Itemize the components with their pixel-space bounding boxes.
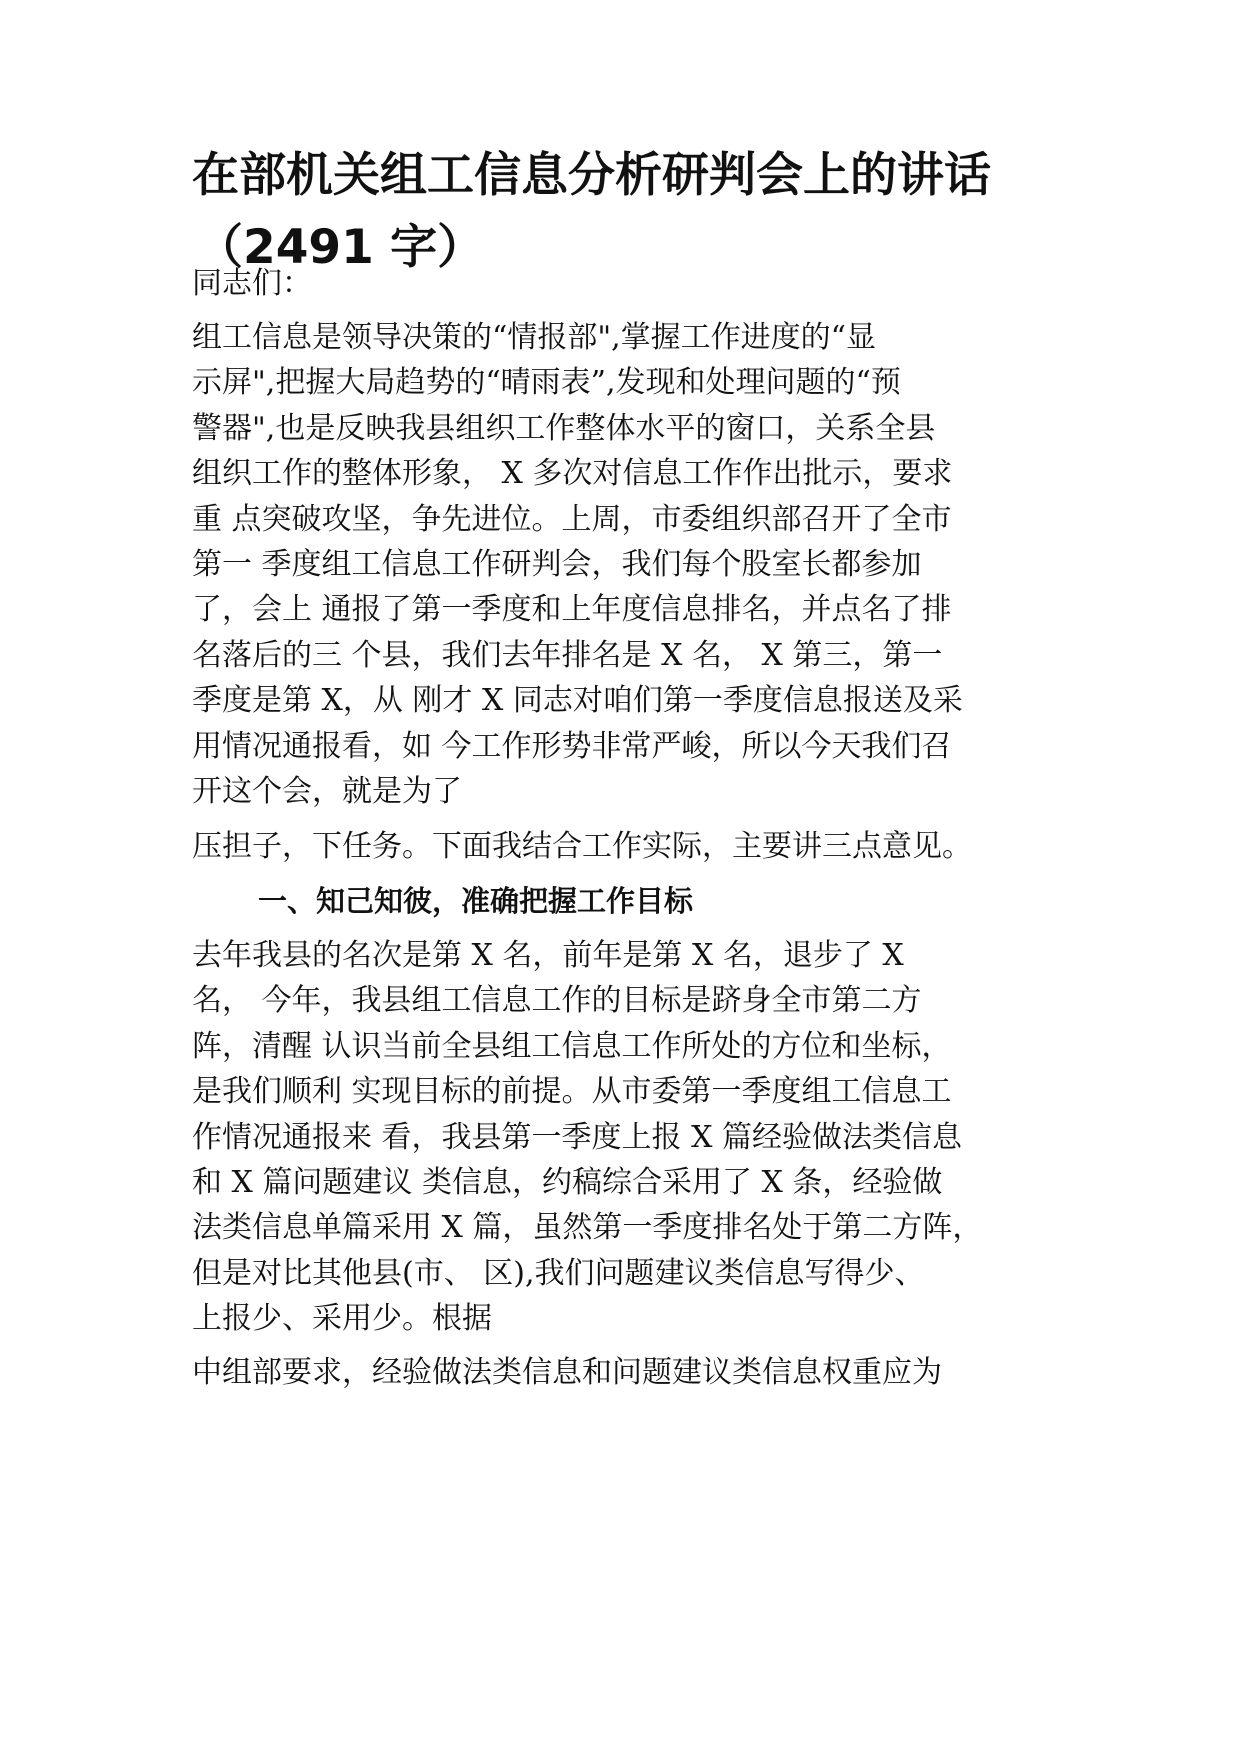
- paragraph-line: 是我们顺利 实现目标的前提。从市委第一季度组工信息工: [192, 1074, 952, 1109]
- document-title-line-1: 在部机关组工信息分析研判会上的讲话: [192, 148, 991, 203]
- paragraph-line: 名， 今年，我县组工信息工作的目标是跻身全市第二方: [192, 983, 922, 1018]
- paragraph-line: 示屏",把握大局趋势的“晴雨表”,发现和处理问题的“预: [192, 365, 901, 400]
- paragraph-line: 名落后的三 个县，我们去年排名是 X 名， X 第三，第一: [192, 638, 943, 673]
- paragraph-line: 了，会上 通报了第一季度和上年度信息排名，并点名了排: [192, 592, 952, 627]
- paragraph-line: 重 点突破攻坚，争先进位。上周，市委组织部召开了全市: [192, 502, 952, 537]
- paragraph-line: 组织工作的整体形象， X 多次对信息工作作出批示，要求: [192, 456, 953, 491]
- paragraph-line: 警器",也是反映我县组织工作整体水平的窗口，关系全县: [192, 411, 936, 446]
- document-title-line-2: （2491 字）: [196, 220, 485, 275]
- paragraph-line: 季度是第 X，从 刚才 X 同志对咱们第一季度信息报送及采: [192, 683, 963, 718]
- paragraph-line: 但是对比其他县(市、 区),我们问题建议类信息写得少、: [192, 1256, 925, 1291]
- paragraph-line: 组工信息是领导决策的“情报部",掌握工作进度的“显: [192, 320, 877, 355]
- paragraph-line: 开这个会，就是为了: [192, 774, 462, 809]
- paragraph-line: 法类信息单篇采用 X 篇，虽然第一季度排名处于第二方阵，: [192, 1210, 983, 1245]
- paragraph-line: 用情况通报看，如 今工作形势非常严峻，所以今天我们召: [192, 729, 952, 764]
- paragraph-line: 阵，清醒 认识当前全县组工信息工作所处的方位和坐标，: [192, 1029, 952, 1064]
- paragraph-line: 去年我县的名次是第 X 名，前年是第 X 名，退步了 X: [192, 938, 904, 973]
- paragraph-line: 中组部要求，经验做法类信息和问题建议类信息权重应为: [192, 1355, 942, 1390]
- salutation: 同志们：: [192, 266, 312, 301]
- paragraph-line: 上报少、采用少。根据: [192, 1301, 492, 1336]
- paragraph-line: 第一 季度组工信息工作研判会，我们每个股室长都参加: [192, 547, 922, 582]
- paragraph-line: 和 X 篇问题建议 类信息，约稿综合采用了 X 条，经验做: [192, 1165, 943, 1200]
- paragraph-line: 作情况通报来 看，我县第一季度上报 X 篇经验做法类信息: [192, 1120, 962, 1155]
- section-heading-1: 一、知己知彼，准确把握工作目标: [258, 884, 694, 918]
- paragraph-line: 压担子，下任务。下面我结合工作实际，主要讲三点意见。: [192, 829, 972, 864]
